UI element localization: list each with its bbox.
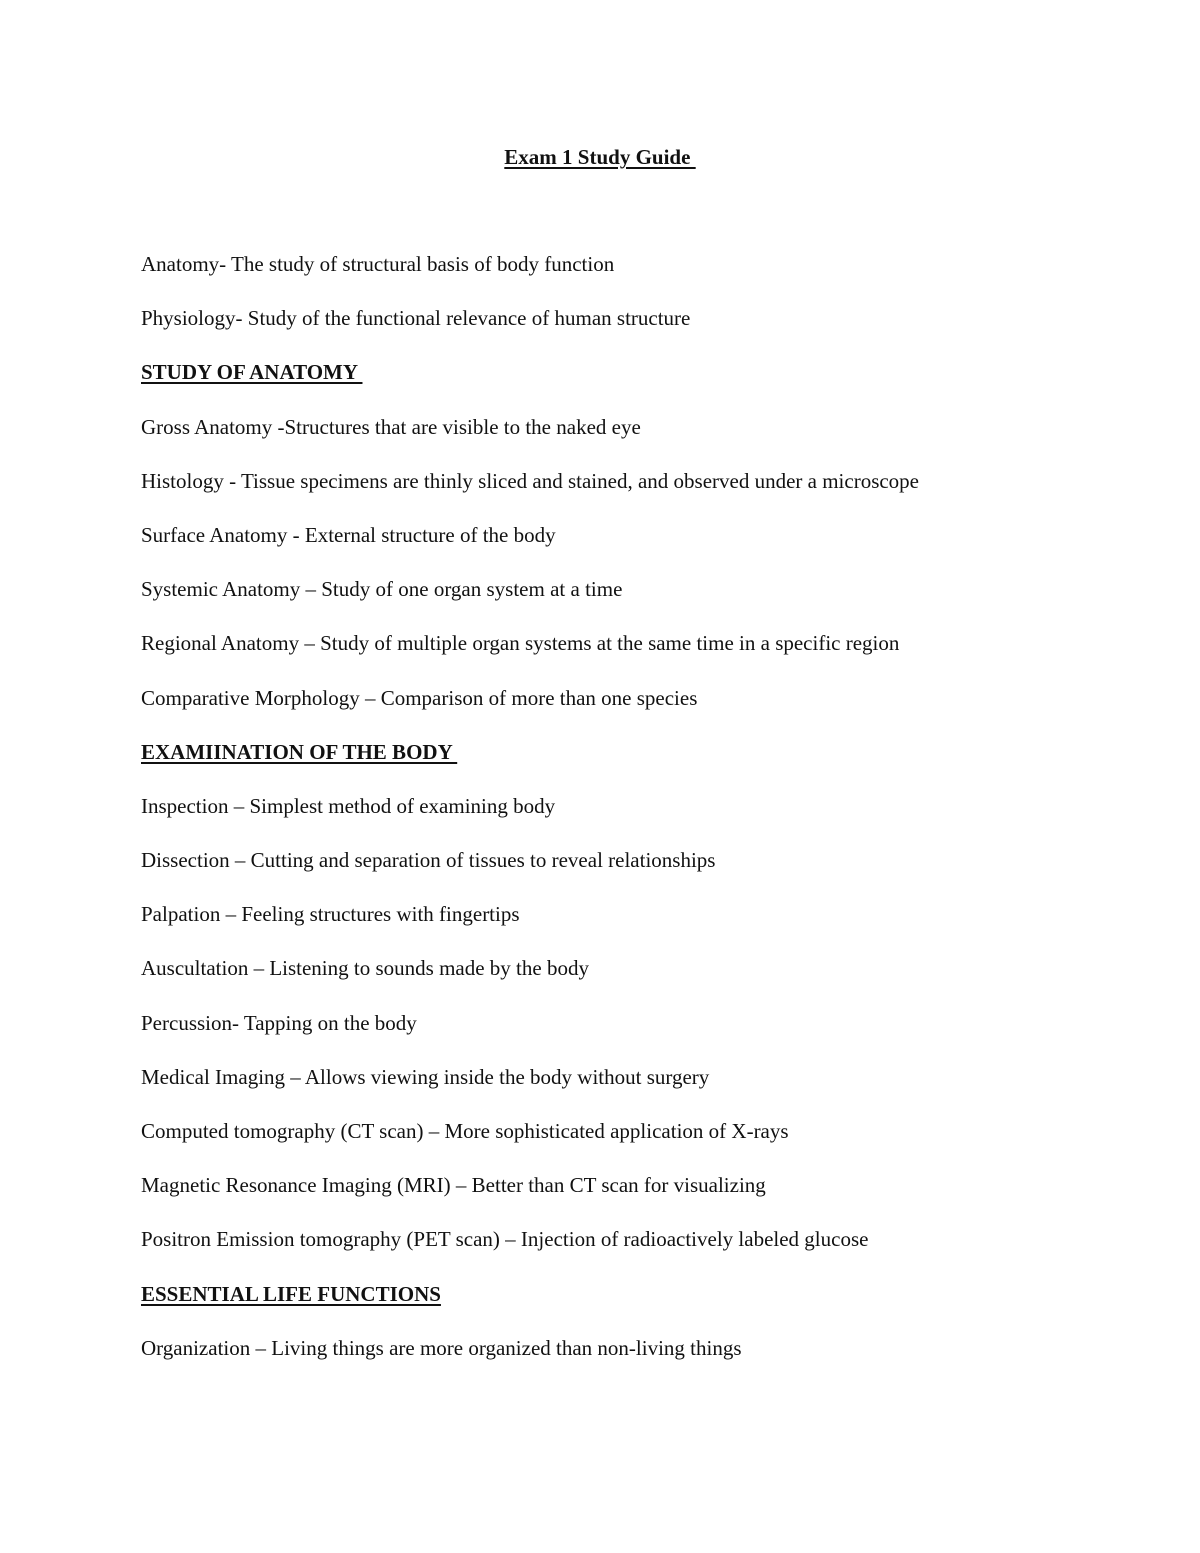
definition-gross-anatomy: Gross Anatomy -Structures that are visible to the naked eye — [141, 414, 641, 439]
definition-inspection: Inspection – Simplest method of examining body — [141, 793, 556, 818]
definition-regional-anatomy: Regional Anatomy – Study of multiple organ systems at the same time in a specific region — [141, 631, 900, 656]
definition-pet-scan: Positron Emission tomography (PET scan) – Injection of radioactively labeled glucose — [141, 1227, 869, 1252]
definition-ct-scan: Computed tomography (CT scan) – More sophisticated application of X-rays — [141, 1119, 789, 1143]
definition-physiology: Physiology- Study of the functional relevance of human structure — [141, 306, 691, 331]
document-body — [141, 250, 1141, 1388]
definition-comparative-morphology: Comparative Morphology – Comparison of more than one species — [141, 685, 698, 710]
section-heading — [141, 1280, 1141, 1334]
section-heading-examination-of-the-body: EXAMIINATION OF THE BODY — [141, 739, 458, 764]
document-title-text: Exam 1 Study Guide — [504, 145, 696, 169]
definition-organization: Organization – Living things are more organized than non-living things — [141, 1335, 742, 1360]
section-heading-essential-life-functions: ESSENTIAL LIFE FUNCTIONS — [141, 1281, 441, 1306]
definition-auscultation: Auscultation – Listening to sounds made by the body — [141, 956, 589, 981]
definition-systemic-anatomy: Systemic Anatomy – Study of one organ system at a time — [141, 577, 623, 602]
definition-anatomy: Anatomy- The study of structural basis of body function — [141, 252, 615, 276]
definition-percussion: Percussion- Tapping on the body — [141, 1010, 417, 1035]
document-title — [0, 143, 1200, 171]
definition-medical-imaging: Medical Imaging – Allows viewing inside the body without surgery — [141, 1064, 710, 1089]
section-heading-study-of-anatomy: STUDY OF ANATOMY — [141, 360, 363, 385]
definition-surface-anatomy: Surface Anatomy - External structure of the body — [141, 522, 556, 547]
definition-palpation: Palpation – Feeling structures with fingertips — [141, 902, 520, 927]
section-heading — [141, 738, 1141, 792]
definition-histology: Histology - Tissue specimens are thinly sliced and stained, and observed under a microscope — [141, 468, 920, 493]
definition-mri: Magnetic Resonance Imaging (MRI) – Better than CT scan for visualizing — [141, 1173, 766, 1198]
section-heading — [141, 358, 1141, 412]
definition-dissection: Dissection – Cutting and separation of tissues to reveal relationships — [141, 848, 716, 873]
